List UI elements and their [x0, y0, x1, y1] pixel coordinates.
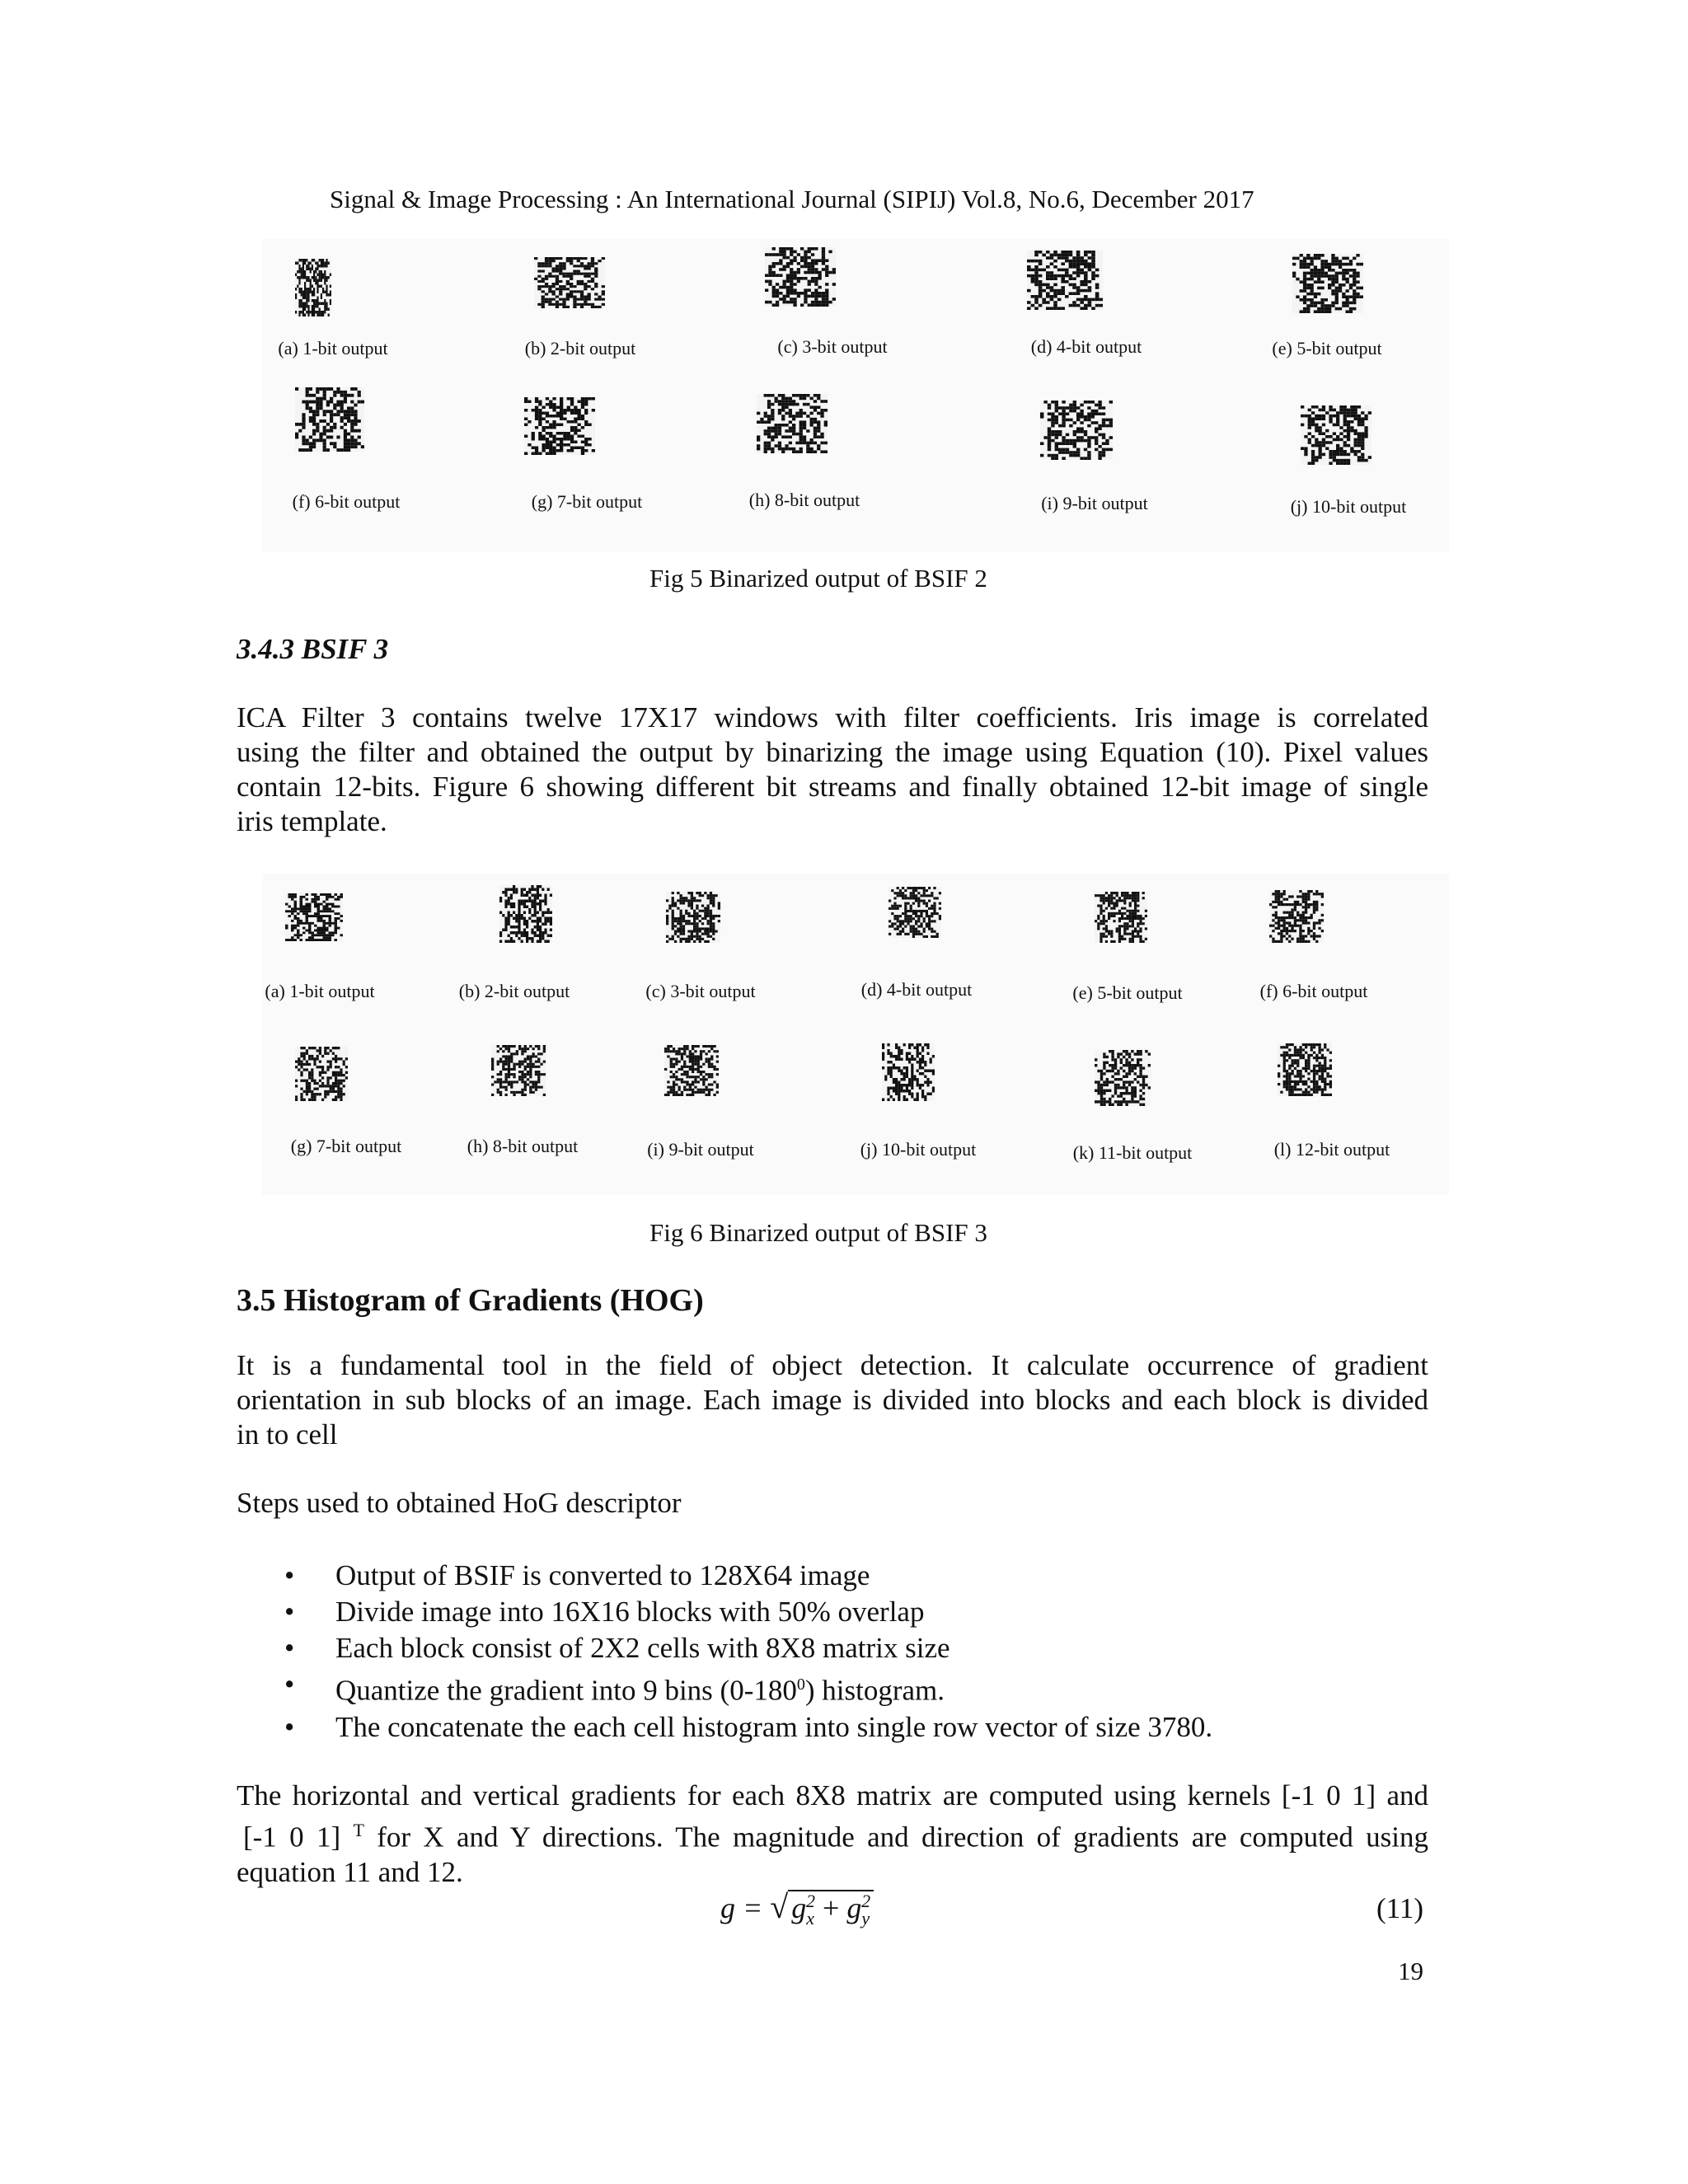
fig5-label: (i) 9-bit output — [1041, 493, 1148, 513]
fig5-label: (h) 8-bit output — [748, 490, 860, 510]
bsif3-7bit-image — [295, 1047, 348, 1101]
list-item — [237, 1558, 1212, 1594]
fig6-label: (g) 7-bit output — [290, 1136, 402, 1156]
equation-lhs: g = — [720, 1891, 771, 1924]
bsif3-2bit-image — [499, 885, 552, 943]
equation-term: g — [846, 1891, 862, 1924]
list-item — [237, 1666, 1212, 1709]
list-item-text: Each block consist of 2X2 cells with 8X8 matrix size — [335, 1632, 950, 1664]
fig5-label: (b) 2-bit output — [524, 338, 636, 359]
figure-6 — [262, 874, 1449, 1195]
paragraph-line: The horizontal and vertical gradients for each 8X8 matrix are computed using kernels [-1 0 1] and — [237, 1779, 1428, 1811]
binarized-texture — [664, 1045, 719, 1096]
bsif2-6bit-image — [295, 387, 364, 452]
bsif3-3bit-image — [666, 892, 720, 943]
list-item-text: The concatenate the each cell histogram into single row vector of size 3780. — [335, 1710, 1213, 1743]
list-item — [237, 1709, 1212, 1746]
binarized-texture — [524, 397, 595, 455]
hog-intro-paragraph — [237, 1348, 1428, 1452]
paragraph-line — [237, 1813, 1428, 1855]
fig6-label: (i) 9-bit output — [647, 1139, 754, 1160]
gradient-paragraph — [237, 1779, 1428, 1890]
bsif3-paragraph — [237, 701, 1428, 839]
figure-5 — [262, 239, 1449, 552]
fig5-label: (g) 7-bit output — [531, 491, 643, 512]
fig6-label: (k) 11-bit output — [1072, 1142, 1193, 1163]
fig5-label: (j) 10-bit output — [1290, 496, 1407, 517]
equation-operator: + — [815, 1891, 847, 1924]
bsif2-3bit-image — [765, 247, 836, 307]
binarized-texture — [1040, 401, 1113, 460]
equation-subscript: x — [806, 1908, 815, 1929]
fig5-label: (c) 3-bit output — [777, 336, 888, 357]
bsif2-9bit-image — [1040, 401, 1113, 460]
bsif3-12bit-image — [1278, 1043, 1332, 1096]
paragraph-line: iris template. — [237, 805, 387, 837]
bsif2-8bit-image — [757, 394, 828, 453]
equation-superscript: 2 — [806, 1891, 816, 1911]
list-item-text: Output of BSIF is converted to 128X64 image — [335, 1559, 870, 1591]
binarized-texture — [1278, 1043, 1332, 1096]
binarized-texture — [491, 1045, 546, 1096]
section-heading-3-4-3: 3.4.3 BSIF 3 — [237, 633, 389, 665]
equation-radicand — [788, 1890, 874, 1929]
fig6-label: (a) 1-bit output — [265, 981, 375, 1001]
paragraph-line: equation 11 and 12. — [237, 1855, 463, 1888]
list-item-text: Quantize the gradient into 9 bins (0-180 — [335, 1674, 797, 1707]
binarized-texture — [295, 1047, 348, 1101]
bsif2-10bit-image — [1301, 405, 1372, 465]
binarized-texture — [1027, 251, 1103, 310]
equation-number: (11) — [1376, 1892, 1424, 1924]
binarized-texture — [889, 887, 941, 938]
binarized-texture — [1095, 1050, 1151, 1106]
bullet-icon: • — [284, 1710, 295, 1743]
degree-superscript: 0 — [796, 1675, 805, 1694]
transpose-superscript: T — [353, 1820, 364, 1840]
binarized-texture — [1095, 892, 1147, 943]
binarized-texture — [1269, 890, 1324, 943]
paragraph-line: using the filter and obtained the output by binarizing the image using Equation (10). Pixel values — [237, 736, 1428, 768]
fig6-label: (f) 6-bit output — [1259, 981, 1368, 1001]
list-item-text: ) histogram. — [804, 1674, 945, 1707]
running-header: Signal & Image Processing : An International Journal (SIPIJ) Vol.8, No.6, December 2017 — [330, 185, 1254, 213]
fig6-label: (h) 8-bit output — [467, 1136, 579, 1156]
binarized-texture — [295, 259, 331, 316]
bsif3-11bit-image — [1095, 1050, 1151, 1106]
fig6-label: (e) 5-bit output — [1072, 982, 1183, 1003]
binarized-texture — [666, 892, 720, 943]
hog-steps-list — [237, 1558, 1212, 1746]
steps-title: Steps used to obtained HoG descriptor — [237, 1487, 682, 1519]
fig5-label: (e) 5-bit output — [1272, 338, 1382, 359]
bsif2-5bit-image — [1292, 254, 1363, 313]
binarized-texture — [757, 394, 828, 453]
paragraph-line: It is a fundamental tool in the field of object detection. It calculate occurrence of gradient — [237, 1349, 1428, 1381]
bullet-icon: • — [284, 1632, 295, 1664]
bsif2-7bit-image — [524, 397, 595, 455]
paragraph-line: contain 12-bits. Figure 6 showing different bit streams and finally obtained 12-bit image of single — [237, 771, 1428, 803]
bsif3-10bit-image — [882, 1043, 935, 1101]
paragraph-line: ICA Filter 3 contains twelve 17X17 windows with filter coefficients. Iris image is correlated — [237, 701, 1428, 733]
bsif2-4bit-image — [1027, 251, 1103, 310]
fig5-label: (a) 1-bit output — [278, 338, 388, 359]
fig6-label: (j) 10-bit output — [860, 1139, 977, 1160]
fig6-label: (b) 2-bit output — [458, 981, 570, 1001]
list-item — [237, 1594, 1212, 1630]
equation-11 — [720, 1887, 874, 1929]
bsif2-1bit-image — [295, 259, 331, 316]
paragraph-line: orientation in sub blocks of an image. Each image is divided into blocks and each block is divided — [237, 1384, 1428, 1416]
bullet-icon: • — [284, 1559, 295, 1591]
bsif3-9bit-image — [664, 1045, 719, 1096]
bsif3-4bit-image — [889, 887, 941, 938]
binarized-texture — [1292, 254, 1363, 313]
kernel-text: [-1 0 1] — [243, 1821, 341, 1854]
binarized-texture — [1301, 405, 1372, 465]
fig5-label: (d) 4-bit output — [1030, 336, 1142, 357]
binarized-texture — [285, 893, 343, 941]
page-number: 19 — [1398, 1957, 1423, 1985]
sqrt-icon: √ — [770, 1888, 789, 1925]
figure-6-caption: Fig 6 Binarized output of BSIF 3 — [649, 1218, 987, 1247]
list-item — [237, 1630, 1212, 1666]
bsif3-6bit-image — [1269, 890, 1324, 943]
paragraph-line: in to cell — [237, 1418, 338, 1451]
equation-subscript: y — [861, 1908, 870, 1929]
binarized-texture — [765, 247, 836, 307]
binarized-texture — [499, 885, 552, 943]
bullet-icon: • — [284, 1668, 295, 1700]
fig6-label: (c) 3-bit output — [645, 981, 756, 1001]
binarized-texture — [295, 387, 364, 452]
equation-superscript: 2 — [861, 1891, 871, 1911]
fig6-label: (d) 4-bit output — [860, 979, 973, 1000]
binarized-texture — [534, 257, 605, 308]
bsif3-1bit-image — [285, 893, 343, 941]
equation-term: g — [791, 1891, 807, 1924]
bsif2-2bit-image — [534, 257, 605, 308]
binarized-texture — [882, 1043, 935, 1101]
figure-5-caption: Fig 5 Binarized output of BSIF 2 — [649, 564, 987, 593]
bsif3-8bit-image — [491, 1045, 546, 1096]
list-item-text: Divide image into 16X16 blocks with 50% overlap — [335, 1596, 925, 1628]
paragraph-text: for X and Y directions. The magnitude and direction of gradients are computed using — [363, 1821, 1429, 1854]
bullet-icon: • — [284, 1596, 295, 1628]
section-heading-3-5: 3.5 Histogram of Gradients (HOG) — [237, 1283, 704, 1318]
bsif3-5bit-image — [1095, 892, 1147, 943]
fig6-label: (l) 12-bit output — [1273, 1139, 1390, 1160]
fig5-label: (f) 6-bit output — [292, 491, 401, 512]
